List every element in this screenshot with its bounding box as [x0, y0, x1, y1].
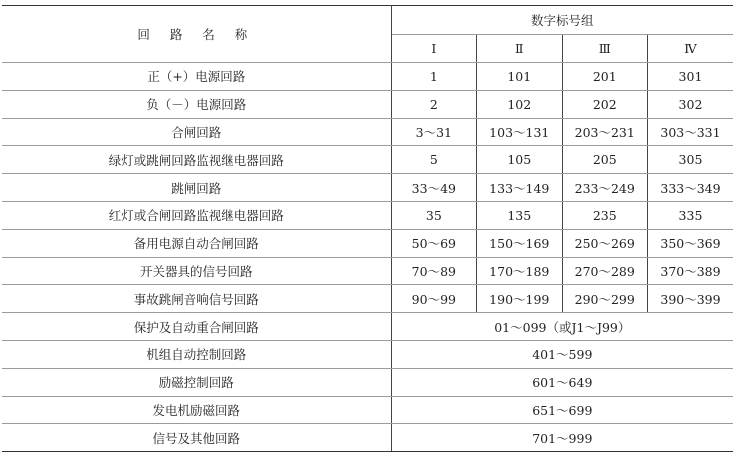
table-row	[2, 174, 733, 202]
row-group-2-value: 190～199	[477, 285, 562, 313]
header-number-group: 数字标号组	[391, 6, 733, 35]
row-circuit-name: 绿灯或跳闸回路监视继电器回路	[2, 146, 391, 174]
table-row	[2, 118, 733, 146]
row-merged-value: 651～699	[391, 396, 733, 424]
header-group-1: Ⅰ	[391, 35, 476, 63]
row-group-1-value: 33～49	[391, 174, 476, 202]
table-row-merged	[2, 424, 733, 452]
row-merged-value: 601～649	[391, 368, 733, 396]
row-group-4-value: 303～331	[647, 118, 733, 146]
row-merged-value: 701～999	[391, 424, 733, 452]
table-row-merged	[2, 368, 733, 396]
row-merged-value: 401～599	[391, 340, 733, 368]
row-group-4-value: 305	[647, 146, 733, 174]
row-group-1-value: 1	[391, 63, 476, 91]
row-group-4-value: 302	[647, 90, 733, 118]
row-circuit-name: 保护及自动重合闸回路	[2, 313, 391, 341]
row-circuit-name: 发电机励磁回路	[2, 396, 391, 424]
table-row-merged	[2, 313, 733, 341]
row-group-2-value: 105	[477, 146, 562, 174]
row-group-1-value: 90～99	[391, 285, 476, 313]
table-row-merged	[2, 340, 733, 368]
row-circuit-name: 机组自动控制回路	[2, 340, 391, 368]
row-group-3-value: 205	[562, 146, 647, 174]
row-group-1-value: 3～31	[391, 118, 476, 146]
circuit-number-table	[2, 5, 733, 452]
row-group-2-value: 102	[477, 90, 562, 118]
row-circuit-name: 合闸回路	[2, 118, 391, 146]
row-group-1-value: 2	[391, 90, 476, 118]
row-group-4-value: 333～349	[647, 174, 733, 202]
row-group-1-value: 70～89	[391, 257, 476, 285]
header-group-3: Ⅲ	[562, 35, 647, 63]
row-group-3-value: 202	[562, 90, 647, 118]
row-group-4-value: 350～369	[647, 229, 733, 257]
row-circuit-name: 开关器具的信号回路	[2, 257, 391, 285]
header-group-4: Ⅳ	[647, 35, 733, 63]
table-row	[2, 257, 733, 285]
row-group-3-value: 203～231	[562, 118, 647, 146]
row-group-3-value: 235	[562, 201, 647, 229]
row-circuit-name: 跳闸回路	[2, 174, 391, 202]
table-row	[2, 201, 733, 229]
table-row	[2, 63, 733, 91]
row-group-3-value: 270～289	[562, 257, 647, 285]
row-group-4-value: 370～389	[647, 257, 733, 285]
row-circuit-name: 励磁控制回路	[2, 368, 391, 396]
row-group-2-value: 101	[477, 63, 562, 91]
row-circuit-name: 信号及其他回路	[2, 424, 391, 452]
row-group-2-value: 133～149	[477, 174, 562, 202]
table-row-merged	[2, 396, 733, 424]
row-group-3-value: 233～249	[562, 174, 647, 202]
row-group-4-value: 390～399	[647, 285, 733, 313]
row-group-1-value: 50～69	[391, 229, 476, 257]
row-group-3-value: 201	[562, 63, 647, 91]
row-circuit-name: 备用电源自动合闸回路	[2, 229, 391, 257]
header-group-2: Ⅱ	[477, 35, 562, 63]
row-group-2-value: 150～169	[477, 229, 562, 257]
row-circuit-name: 红灯或合闸回路监视继电器回路	[2, 201, 391, 229]
row-group-3-value: 290～299	[562, 285, 647, 313]
table-row	[2, 90, 733, 118]
row-group-1-value: 35	[391, 201, 476, 229]
row-group-2-value: 135	[477, 201, 562, 229]
row-group-2-value: 170～189	[477, 257, 562, 285]
table-row	[2, 229, 733, 257]
row-circuit-name: 事故跳闸音响信号回路	[2, 285, 391, 313]
table-row	[2, 146, 733, 174]
row-group-4-value: 335	[647, 201, 733, 229]
header-circuit-name: 回 路 名 称	[2, 6, 391, 63]
row-merged-value: 01～099（或J1～J99）	[391, 313, 733, 341]
row-group-2-value: 103～131	[477, 118, 562, 146]
row-group-4-value: 301	[647, 63, 733, 91]
table-row	[2, 285, 733, 313]
row-group-3-value: 250～269	[562, 229, 647, 257]
row-circuit-name: 负（－）电源回路	[2, 90, 391, 118]
row-group-1-value: 5	[391, 146, 476, 174]
row-circuit-name: 正（+）电源回路	[2, 63, 391, 91]
